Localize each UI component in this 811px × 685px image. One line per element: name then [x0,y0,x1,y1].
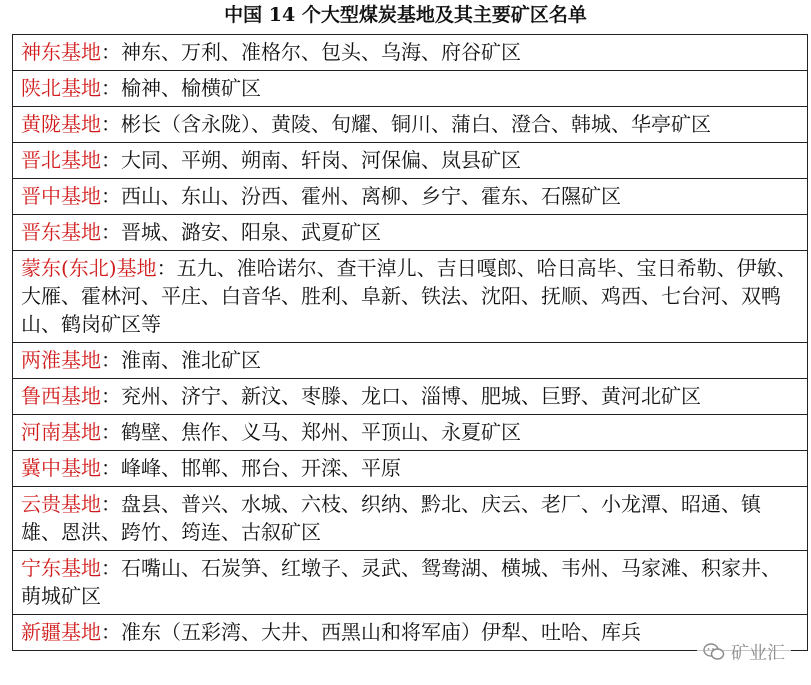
base-name: 宁东基地 [21,556,101,580]
base-name: 蒙东(东北)基地 [21,256,157,280]
mining-areas: 晋城、潞安、阳泉、武夏矿区 [121,220,381,244]
table-row [13,107,808,143]
base-name: 河南基地 [21,420,101,444]
table-row [13,143,808,179]
table-title: 中国 14 个大型煤炭基地及其主要矿区名单 [224,4,587,26]
mining-areas: 淮南、淮北矿区 [121,348,261,372]
separator: ： [101,420,121,444]
table-row [13,343,808,379]
mining-areas: 盘县、普兴、水城、六枝、织纳、黔北、庆云、老厂、小龙潭、昭通、镇雄、恩洪、跨竹、筠连、古叙矿区 [21,492,761,544]
base-name: 两淮基地 [21,348,101,372]
separator: ： [101,556,121,580]
table-cell [13,451,808,487]
table-cell [13,215,808,251]
wechat-icon [703,643,725,661]
table-cell [13,251,808,343]
mining-areas: 榆神、榆横矿区 [121,76,261,100]
table-cell [13,107,808,143]
mining-areas: 彬长（含永陇）、黄陵、旬耀、铜川、蒲白、澄合、韩城、华亭矿区 [121,112,711,136]
separator: ： [101,384,121,408]
base-name: 晋中基地 [21,184,101,208]
mining-areas: 峰峰、邯郸、邢台、开滦、平原 [121,456,401,480]
mining-areas: 五九、准哈诺尔、查干淖儿、吉日嘎郎、哈日高毕、宝日希勒、伊敏、大雁、霍林河、平庄、白音华、胜利、阜新、铁法、沈阳、抚顺、鸡西、七台河、双鸭山、鹤岗矿区等 [21,256,797,336]
separator: ： [156,256,177,280]
table-cell [13,343,808,379]
mining-areas: 石嘴山、石炭笋、红墩子、灵武、鸳鸯湖、横城、韦州、马家滩、积家井、萌城矿区 [21,556,781,608]
base-name: 云贵基地 [21,492,101,516]
separator: ： [101,220,121,244]
mining-areas: 兖州、济宁、新汶、枣滕、龙口、淄博、肥城、巨野、黄河北矿区 [121,384,701,408]
base-name: 晋北基地 [21,148,101,172]
table-row [13,179,808,215]
table-cell [13,551,808,615]
table-cell [13,179,808,215]
mining-areas: 准东（五彩湾、大井、西黑山和将军庙）伊犁、吐哈、库兵 [121,620,641,644]
separator: ： [101,112,121,136]
separator: ： [101,76,121,100]
mining-areas: 大同、平朔、朔南、轩岗、河保偏、岚县矿区 [121,148,521,172]
table-row [13,451,808,487]
separator: ： [101,40,121,64]
table-cell [13,71,808,107]
table-row [13,215,808,251]
base-name: 晋东基地 [21,220,101,244]
separator: ： [101,184,121,208]
table-row [13,415,808,451]
mining-areas: 西山、东山、汾西、霍州、离柳、乡宁、霍东、石隰矿区 [121,184,621,208]
table-row [13,551,808,615]
separator: ： [101,148,121,172]
table-row [13,615,808,651]
watermark-text: 矿业汇 [731,643,785,664]
table-cell [13,143,808,179]
table-cell [13,35,808,71]
base-name: 陕北基地 [21,76,101,100]
separator: ： [101,620,121,644]
table-row [13,379,808,415]
separator: ： [101,456,121,480]
table-cell [13,379,808,415]
table-row [13,71,808,107]
mining-areas: 神东、万利、准格尔、包头、乌海、府谷矿区 [121,40,521,64]
table-cell [13,415,808,451]
base-name: 鲁西基地 [21,384,101,408]
table-row [13,251,808,343]
base-name: 神东基地 [21,40,101,64]
table-cell [13,615,808,651]
mining-areas: 鹤壁、焦作、义马、郑州、平顶山、永夏矿区 [121,420,521,444]
coal-base-table [12,34,808,651]
table-cell [13,487,808,551]
separator: ： [101,348,121,372]
base-name: 黄陇基地 [21,112,101,136]
table-row [13,35,808,71]
base-name: 新疆基地 [21,620,101,644]
base-name: 冀中基地 [21,456,101,480]
watermark [697,637,791,667]
separator: ： [101,492,121,516]
table-body [13,35,808,651]
table-row [13,487,808,551]
